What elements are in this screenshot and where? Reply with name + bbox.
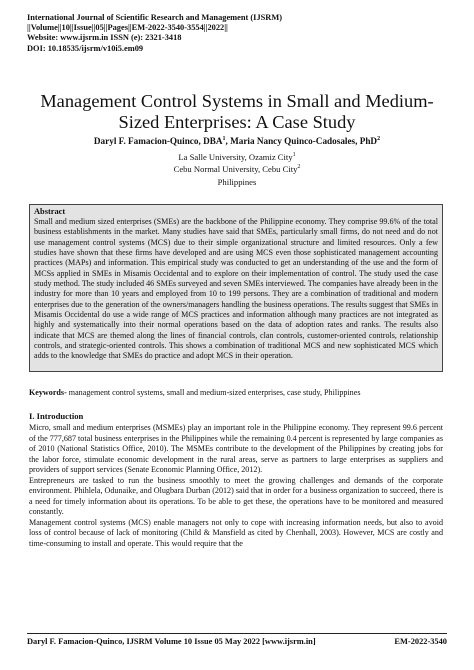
introduction-body [29,423,443,550]
affiliation-1-text: La Salle University, Ozamiz City [178,152,293,162]
paper-title: Management Control Systems in Small and Medium-Sized Enterprises: A Case Study [40,91,434,132]
affiliation-1 [20,151,454,163]
journal-header [27,13,447,54]
affiliations [20,151,454,188]
author-2-sup: 2 [377,135,381,142]
journal-name: International Journal of Scientific Research and Management (IJSRM) [27,13,283,22]
intro-paragraph-3: Management control systems (MCS) enable managers not only to cope with increasing information needs, but also to avoid loss of control because of lack of monitoring (Child & Mansfield as cited by Chenhall, 2003). However, MCS are costly and time-consuming to install and operate. This would require that the [29,517,443,549]
affiliation-1-sup: 1 [292,152,296,159]
introduction-heading: I. Introduction [29,411,84,421]
doi-line: DOI: 10.18535/ijsrm/v10i5.em09 [27,43,144,53]
volume-line: ||Volume||10||Issue||05||Pages||EM-2022-3540-3554||2022|| [27,23,228,33]
author-2: Maria Nancy Quinco-Cadosales, PhD [230,136,378,146]
abstract-text: Small and medium sized enterprises (SMEs) are the backbone of the Philippine economy. They comprise 99.6% of the total business establishments in the market. Many studies have said that SMEs, particularly small firms, do not need and do not use management control systems (MCS) due to their simple organizational structure and limited resources. Only a few studies have shown that these firms have developed and are using MCS even those sophisticated management accounting practices (MAPs) and information. This empirical study was conducted to get an understanding of the use and the form of MCSs applied in SMEs in Misamis Occidental and to explore on their implementation of control. The study used the case study method. The study included 46 SMEs surveyed and seven SMEs interviewed. The companies have already been in the industry for more than 10 years and employed from 10 to 199 persons. They are a combination of traditional and modern enterprises due to the generation of the owners/managers handling the business operations. The results suggest that SMEs in Misamis Occidental do use a wide range of MCS practices and information although many practices are not integrated as highly and systematically into their normal operations based on the data of adoption rates and ranks. The results also indicate that MCS are themed along the lines of financial controls, clan controls, customer-oriented controls, relationship controls, and strategic-oriented controls. This shows a combination of traditional MCS and new sophisticated MCS which adds to the knowledge that SMEs do practice and adopt MCS in their operation. [34,217,438,361]
affiliation-2-sup: 2 [297,164,301,171]
abstract-heading: Abstract [34,207,66,216]
affiliation-2 [20,163,454,175]
author-1: Daryl F. Famacion-Quinco, DBA [93,136,223,146]
intro-paragraph-1: Micro, small and medium enterprises (MSMEs) play an important role in the Philippine economy. They represent 99.6 percent of the 777,687 total business enterprises in the Philippines while the remaining 0.4 percent is represented by large companies as of 2010 (National Statistics Office, 2010). The MSMEs contribute to the development of the Philippines by creating jobs for the labor force, stimulate economic development in the rural areas, serve as partners to large enterprises as suppliers and providers of support services (Senate Economic Planning Office, 2012). [29,423,443,475]
intro-paragraph-2: Entrepreneurs are tasked to run the business smoothly to meet the growing challenges and demands of the corporate environment. Phihlela, Odunaike, and Olugbara Durban (2012) said that in order for a business organization to succeed, there is a need for timely information about its operations. To be able to get these, the operations have to be monitored and measured constantly. [29,475,443,517]
footer-page-id: EM-2022-3540 [394,637,447,646]
keywords-label: Keywords- [29,388,67,397]
keywords-text: management control systems, small and medium-sized enterprises, case study, Philippines [66,388,361,397]
affiliation-2-text: Cebu Normal University, Cebu City [173,164,298,175]
author-separator: , [225,136,231,146]
author-1-sup: 1 [222,135,226,142]
author-line [20,136,454,146]
affiliation-country: Philippines [217,176,257,187]
footer-citation: Daryl F. Famacion-Quinco, IJSRM Volume 10 Issue 05 May 2022 [www.ijsrm.in] [27,637,316,646]
footer-divider [27,633,447,634]
website-line: Website: www.ijsrm.in ISSN (e): 2321-3418 [27,33,182,43]
abstract-box [29,204,443,372]
keywords [29,388,443,398]
